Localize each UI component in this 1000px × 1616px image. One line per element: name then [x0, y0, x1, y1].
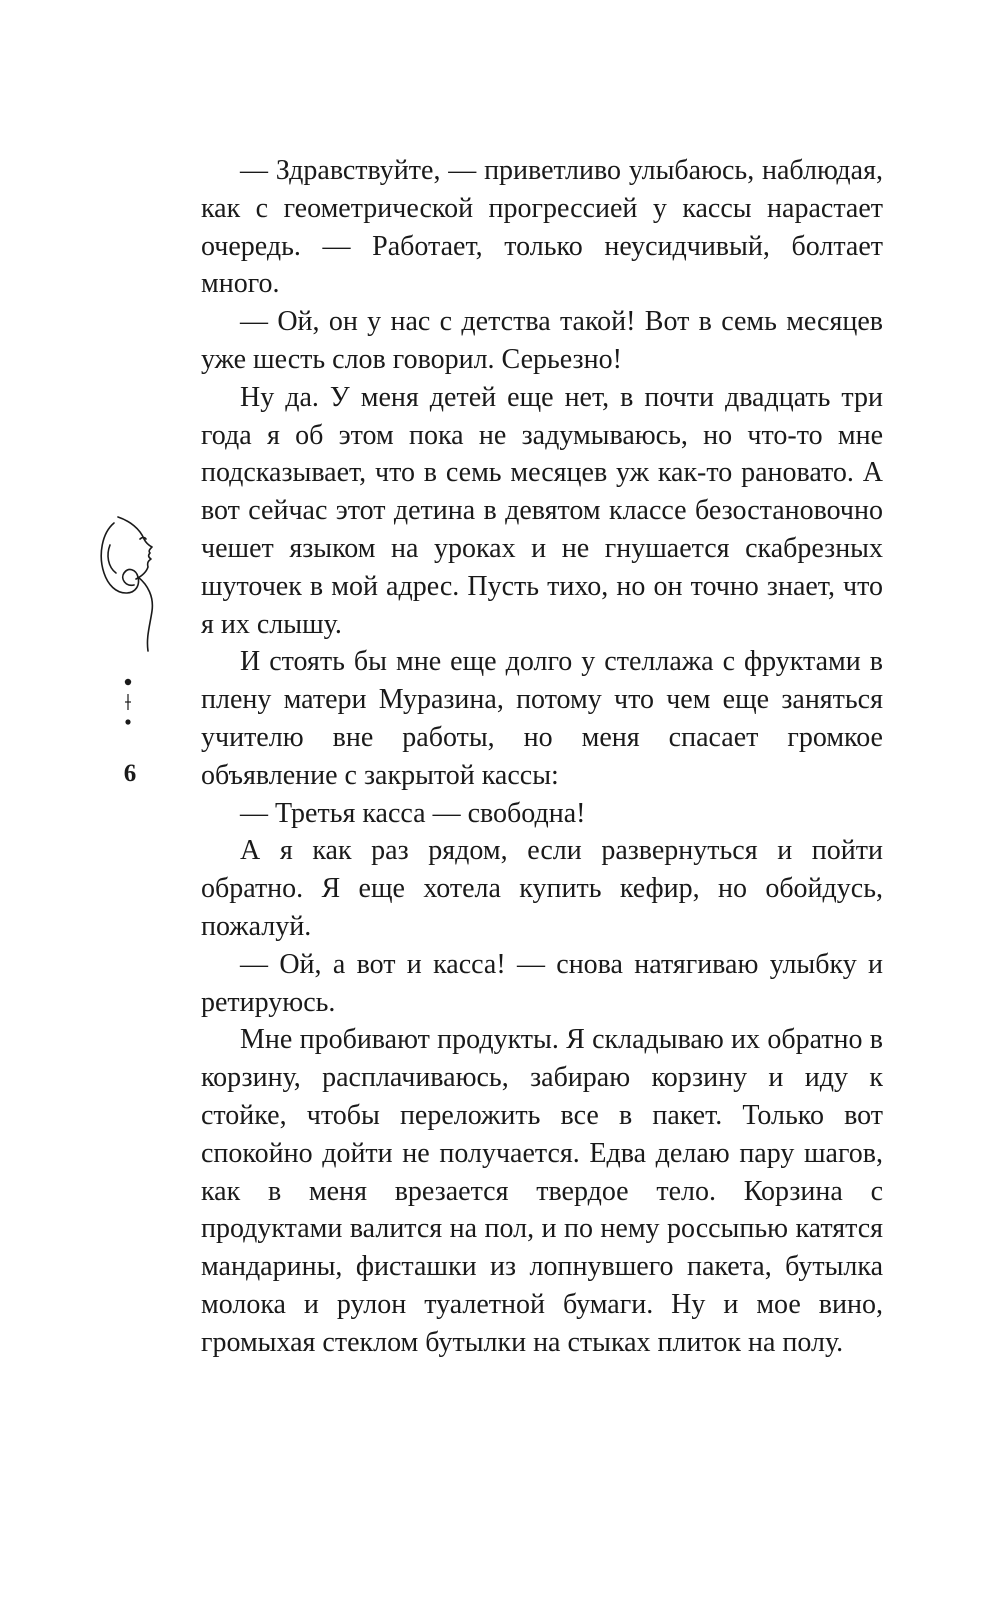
body-text [201, 152, 883, 1362]
paragraph: — Ой, а вот и касса! — снова натягиваю улыбку и ретируюсь. [201, 948, 883, 1018]
paragraph: Ну да. У меня детей еще нет, в почти двадцать три года я об этом пока не задумываюсь, но что-то мне подсказывает, что в семь месяцев уж как-то рановато. А вот сейчас этот детина в девятом классе безостановочно чешет языком на уроках и не гнушается скабрезных шуточек в мой адрес. Пусть тихо, но он точно знает, что я их слышу. [201, 381, 883, 640]
paragraph: А я как раз рядом, если развернуться и пойти обратно. Я еще хотела купить кефир, но обойдусь, пожалуй. [201, 835, 883, 942]
face-profile-line-icon [96, 515, 176, 655]
paragraph: — Третья касса — свободна! [240, 797, 586, 829]
paragraph: И стоять бы мне еще долго у стеллажа с фруктами в плену матери Муразина, потому что чем еще заняться учителю вне работы, но меня спасает громкое объявление с закрытой кассы: [201, 646, 883, 791]
paragraph: — Ой, он у нас с детства такой! Вот в семь месяцев уже шесть слов говорил. Серьезно! [201, 306, 883, 375]
page-number: 6 [123, 760, 137, 787]
paragraph: Мне пробивают продукты. Я складываю их обратно в корзину, расплачиваюсь, забираю корзину и иду к стойке, чтобы переложить все в пакет. Только вот спокойно дойти не получается. Едва делаю пару шагов, как в меня врезается твердое тело. Корзина с продуктами валится на пол, и по нему россыпью катятся мандарины, фисташки из лопнувшего пакета, бутылка молока и рулон туалетной бумаги. Ну и мое вино, громыхая стеклом бутылки на стыках плиток на полу. [201, 1024, 883, 1358]
paragraph: — Здравствуйте, — приветливо улыбаюсь, наблюдая, как с геометрической прогрессией у кассы нарастает очередь. — Работает, только неусидчивый, болтает много. [201, 155, 883, 300]
decorative-dots-icon [120, 678, 136, 738]
